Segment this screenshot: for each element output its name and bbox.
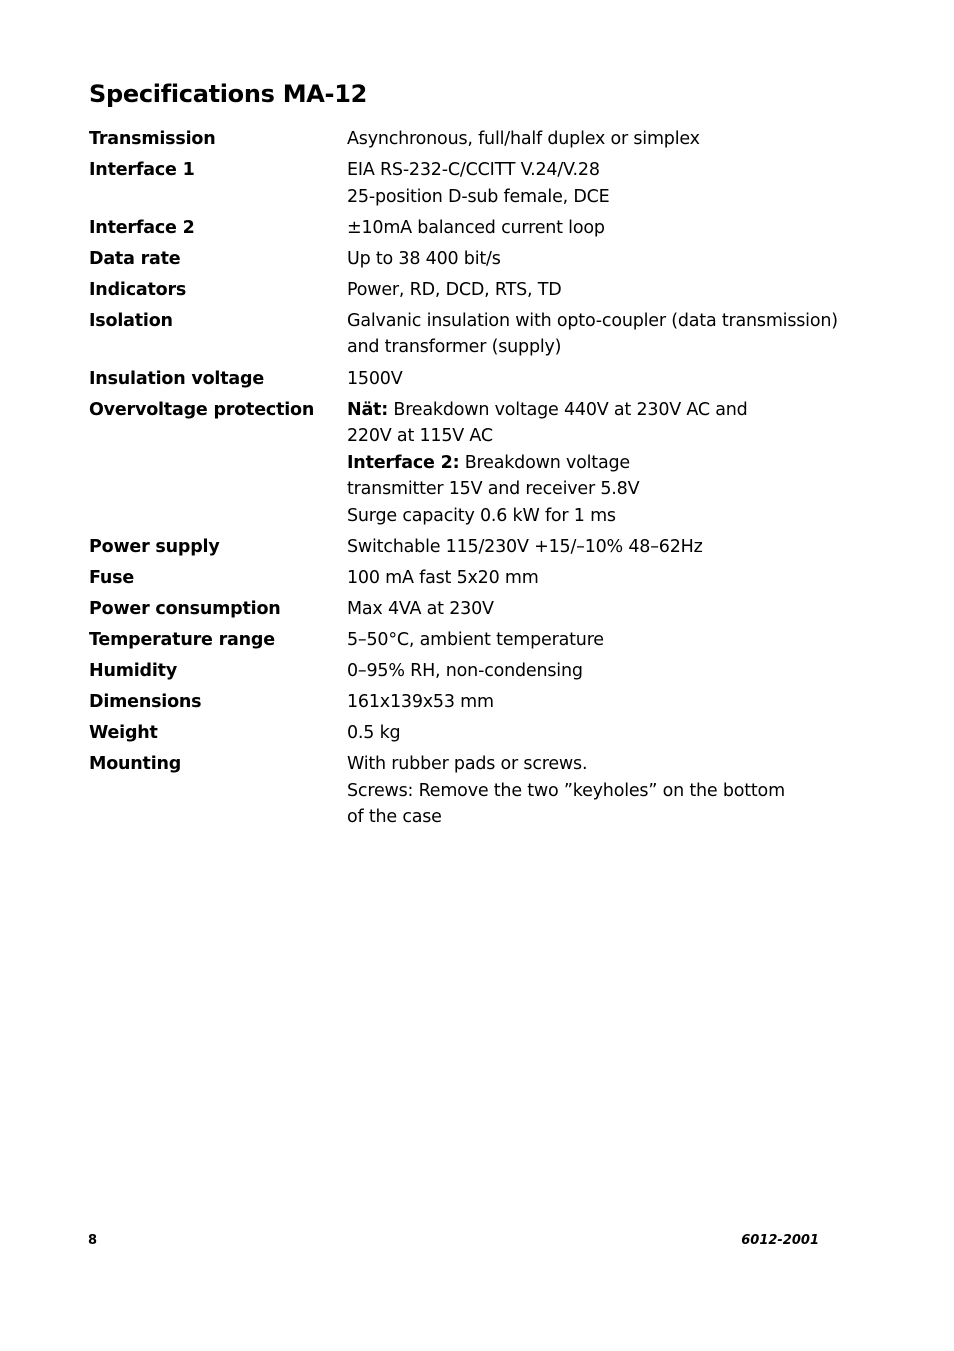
spec-value <box>347 658 849 689</box>
spec-row <box>89 126 849 157</box>
spec-label: Fuse <box>89 567 135 588</box>
spec-value-line <box>347 751 849 778</box>
spec-label: Power consumption <box>89 598 281 619</box>
spec-value-line <box>347 804 849 831</box>
spec-value-text: 1500V <box>347 368 403 389</box>
spec-value <box>347 596 849 627</box>
spec-value-line <box>347 334 849 361</box>
spec-value-text: Power, RD, DCD, RTS, TD <box>347 279 562 300</box>
spec-row <box>89 397 849 534</box>
spec-value-line <box>347 596 849 623</box>
spec-row <box>89 751 849 835</box>
spec-value-text: 220V at 115V AC <box>347 426 493 447</box>
spec-value <box>347 397 849 534</box>
spec-value <box>347 126 849 157</box>
spec-value-line <box>347 627 849 654</box>
spec-value-line <box>347 476 849 503</box>
spec-value-text: Up to 38 400 bit/s <box>347 248 501 269</box>
spec-value-line <box>347 503 849 530</box>
spec-value-line <box>347 658 849 685</box>
page-title: Specifications MA-12 <box>89 80 368 108</box>
spec-label: Interface 2 <box>89 217 195 238</box>
spec-value-emphasis: Nät: <box>347 399 389 420</box>
spec-row <box>89 627 849 658</box>
spec-value-line <box>347 126 849 153</box>
spec-value-line <box>347 397 849 424</box>
spec-value <box>347 627 849 658</box>
spec-value-line <box>347 423 849 450</box>
spec-value-text: With rubber pads or screws. <box>347 754 588 775</box>
spec-value-text: Screws: Remove the two ”keyholes” on the bottom <box>347 780 785 801</box>
spec-value <box>347 720 849 751</box>
spec-value-text: and transformer (supply) <box>347 337 562 358</box>
spec-row <box>89 689 849 720</box>
spec-row <box>89 157 849 215</box>
spec-value <box>347 565 849 596</box>
spec-value-text: 5–50°C, ambient temperature <box>347 630 604 651</box>
spec-value <box>347 157 849 215</box>
spec-value-text: Max 4VA at 230V <box>347 598 494 619</box>
spec-row <box>89 366 849 397</box>
spec-value <box>347 534 849 565</box>
spec-value-line <box>347 778 849 805</box>
spec-row <box>89 534 849 565</box>
spec-value-text: Breakdown voltage <box>459 452 630 473</box>
spec-value <box>347 689 849 720</box>
spec-value-line <box>347 308 849 335</box>
spec-value <box>347 366 849 397</box>
spec-value-text: ±10mA balanced current loop <box>347 217 605 238</box>
spec-row <box>89 215 849 246</box>
spec-label: Power supply <box>89 536 220 557</box>
spec-label: Overvoltage protection <box>89 399 315 420</box>
spec-value <box>347 246 849 277</box>
spec-label: Data rate <box>89 248 181 269</box>
spec-value-text: Breakdown voltage 440V at 230V AC and <box>388 399 748 420</box>
spec-row <box>89 565 849 596</box>
spec-label: Transmission <box>89 129 216 149</box>
spec-value-text: 0.5 kg <box>347 723 401 744</box>
spec-row <box>89 596 849 627</box>
spec-value-line <box>347 184 849 211</box>
spec-value-line <box>347 534 849 561</box>
spec-value <box>347 308 849 366</box>
spec-label: Interface 1 <box>89 160 195 181</box>
spec-row <box>89 720 849 751</box>
spec-table <box>89 126 849 836</box>
spec-value <box>347 277 849 308</box>
spec-row <box>89 308 849 366</box>
spec-table-body <box>89 126 849 836</box>
page-number: 8 <box>88 1233 98 1248</box>
spec-label: Insulation voltage <box>89 368 264 389</box>
spec-row <box>89 277 849 308</box>
document-code: 6012-2001 <box>741 1233 819 1248</box>
spec-value-line <box>347 246 849 273</box>
spec-value-line <box>347 720 849 747</box>
spec-label: Mounting <box>89 754 182 775</box>
spec-value-line <box>347 277 849 304</box>
spec-value-line <box>347 565 849 592</box>
spec-value-text: transmitter 15V and receiver 5.8V <box>347 479 640 500</box>
spec-value-text: Surge capacity 0.6 kW for 1 ms <box>347 505 616 526</box>
spec-row <box>89 246 849 277</box>
spec-value-line <box>347 215 849 242</box>
spec-value-emphasis: Interface 2: <box>347 452 460 473</box>
spec-label: Indicators <box>89 279 187 300</box>
spec-value-line <box>347 366 849 393</box>
spec-label: Isolation <box>89 310 173 331</box>
spec-value-text: of the case <box>347 807 442 828</box>
spec-label: Weight <box>89 723 158 744</box>
spec-label: Temperature range <box>89 630 275 651</box>
spec-value-text: Switchable 115/230V +15/–10% 48–62Hz <box>347 536 703 557</box>
spec-value <box>347 751 849 835</box>
spec-value-text: 100 mA fast 5x20 mm <box>347 567 539 588</box>
spec-value-line <box>347 450 849 477</box>
spec-value-text: 25-position D-sub female, DCE <box>347 186 610 207</box>
spec-value-text: 161x139x53 mm <box>347 692 494 713</box>
spec-value-text: 0–95% RH, non-condensing <box>347 661 583 682</box>
spec-value <box>347 215 849 246</box>
spec-label: Dimensions <box>89 692 202 713</box>
spec-value-line <box>347 157 849 184</box>
spec-value-text: Asynchronous, full/half duplex or simplex <box>347 129 700 149</box>
spec-row <box>89 658 849 689</box>
spec-value-text: EIA RS-232-C/CCITT V.24/V.28 <box>347 160 600 181</box>
spec-value-line <box>347 689 849 716</box>
spec-value-text: Galvanic insulation with opto-coupler (data transmission) <box>347 310 838 331</box>
spec-label: Humidity <box>89 661 178 682</box>
